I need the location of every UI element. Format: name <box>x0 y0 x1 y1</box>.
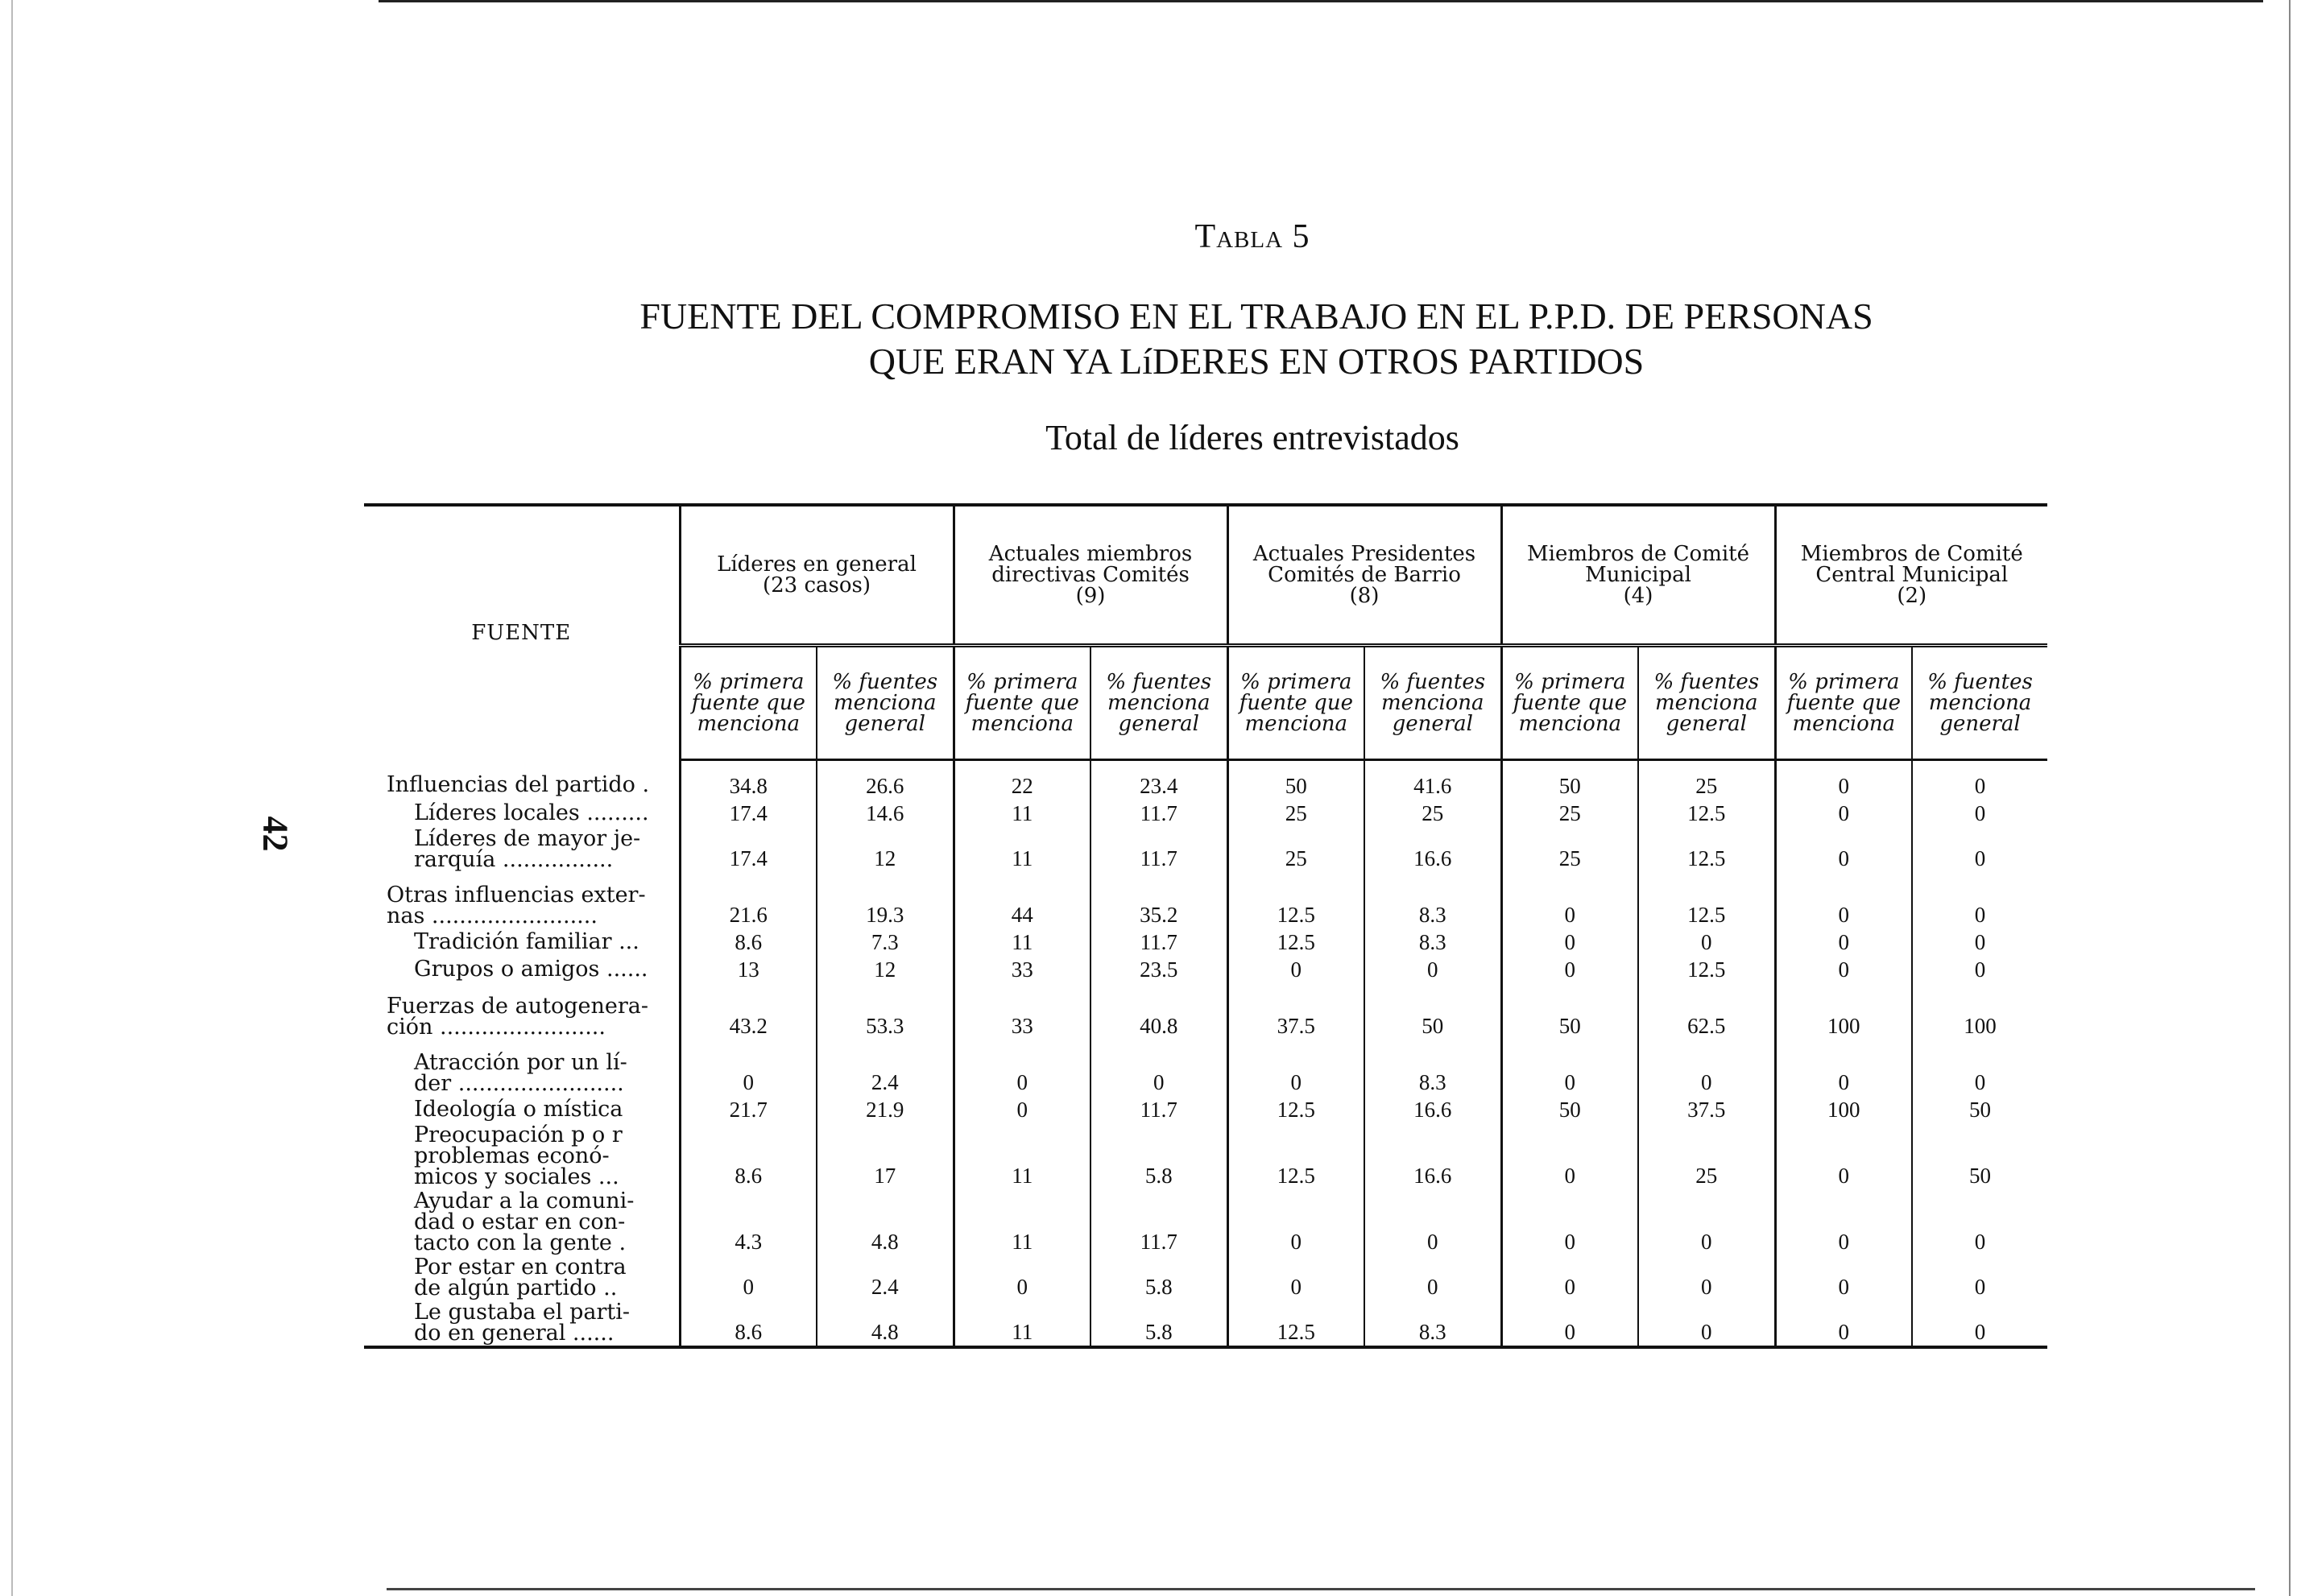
row-label <box>364 928 680 956</box>
subcolumn-header <box>1912 646 2047 760</box>
table-cell: 0 <box>1501 928 1638 956</box>
fuente-header: FUENTE <box>471 621 572 646</box>
table-cell: 0 <box>1501 956 1638 983</box>
row-label-line: de algún partido .. <box>414 1276 618 1300</box>
row-label <box>364 827 680 872</box>
subcolumn-header-line: menciona <box>1380 691 1484 715</box>
subcolumn-header-line: general <box>844 712 925 736</box>
subcolumn-header-line: menciona <box>697 712 801 736</box>
subcolumn-header-line: % fuentes <box>832 670 938 694</box>
subcolumn-header-line: % fuentes <box>1106 670 1212 694</box>
table-cell: 25 <box>1501 827 1638 872</box>
header-row-groups <box>364 505 2047 646</box>
row-label <box>364 1189 680 1255</box>
subcolumn-header <box>817 646 954 760</box>
column-group-header-line: Actuales miembros <box>988 542 1193 566</box>
row-label-line: Influencias del partido . <box>387 772 650 798</box>
table-cell: 0 <box>1912 956 2047 983</box>
table-cell: 0 <box>1912 1255 2047 1300</box>
table-cell: 25 <box>1364 800 1501 827</box>
subcolumn-header-line: general <box>1118 712 1199 736</box>
row-label-line: Le gustaba el parti- <box>414 1300 631 1325</box>
table-cell: 100 <box>1775 983 1912 1040</box>
table-cell: 0 <box>1912 827 2047 872</box>
table-cell: 0 <box>1912 928 2047 956</box>
table-cell: 12.5 <box>1227 1300 1364 1347</box>
subcolumn-header-line: % primera <box>1240 670 1352 694</box>
row-label-line: rarquía ................ <box>414 847 614 872</box>
table-cell: 50 <box>1364 983 1501 1040</box>
subcolumn-header-line: % fuentes <box>1653 670 1760 694</box>
table-cell: 12.5 <box>1227 872 1364 928</box>
table-subtitle: Total de líderes entrevistados <box>1045 418 1459 457</box>
row-label-line: tacto con la gente . <box>414 1230 627 1255</box>
row-label-line: problemas econó- <box>414 1143 610 1168</box>
table-cell: 62.5 <box>1638 983 1775 1040</box>
subcolumn-header-line: fuente que <box>1786 691 1901 715</box>
table-cell: 11 <box>954 928 1090 956</box>
column-group-header-line: directivas Comités <box>991 563 1190 587</box>
subcolumn-header-line: % primera <box>1788 670 1900 694</box>
table-cell: 12.5 <box>1227 1096 1364 1123</box>
table-cell: 8.3 <box>1364 928 1501 956</box>
table-cell: 4.8 <box>817 1189 954 1255</box>
row-label-line: der ........................ <box>414 1071 624 1096</box>
table-title <box>435 294 2078 384</box>
table-cell: 0 <box>680 1040 817 1096</box>
data-table <box>364 503 2047 1349</box>
subcolumn-header-line: fuente que <box>691 691 805 715</box>
table-head <box>364 505 2047 760</box>
column-group-header-line: (4) <box>1623 584 1653 608</box>
table-cell: 0 <box>1775 1255 1912 1300</box>
table-cell: 0 <box>1638 928 1775 956</box>
column-group-header-line: Municipal <box>1585 563 1691 587</box>
column-group-header-line: Actuales Presidentes <box>1252 542 1476 566</box>
column-group-header-line: Líderes en general <box>717 552 917 577</box>
table-cell: 5.8 <box>1090 1255 1227 1300</box>
table-cell: 37.5 <box>1227 983 1364 1040</box>
table-row <box>364 760 2047 800</box>
table-cell: 16.6 <box>1364 827 1501 872</box>
row-label <box>364 1123 680 1189</box>
table-cell: 14.6 <box>817 800 954 827</box>
table-cell: 17 <box>817 1123 954 1189</box>
table-cell: 0 <box>954 1255 1090 1300</box>
table-cell: 11.7 <box>1090 928 1227 956</box>
table-cell: 0 <box>1912 872 2047 928</box>
table-cell: 8.6 <box>680 1300 817 1347</box>
column-group-header <box>680 505 954 646</box>
table-cell: 53.3 <box>817 983 954 1040</box>
table-cell: 0 <box>1912 1040 2047 1096</box>
table-cell: 25 <box>1227 800 1364 827</box>
subcolumn-header-line: general <box>1666 712 1747 736</box>
row-label <box>364 983 680 1040</box>
row-label <box>364 956 680 983</box>
subcolumn-header-line: menciona <box>1107 691 1211 715</box>
column-group-header-line: (8) <box>1349 584 1380 608</box>
table-row <box>364 800 2047 827</box>
subcolumn-header-line: menciona <box>1928 691 2032 715</box>
table-cell: 37.5 <box>1638 1096 1775 1123</box>
table-cell: 50 <box>1501 1096 1638 1123</box>
row-label-line: Otras influencias exter- <box>387 883 646 908</box>
table-cell: 0 <box>1775 1300 1912 1347</box>
table-cell: 0 <box>1501 1300 1638 1347</box>
table-row <box>364 928 2047 956</box>
row-label-line: Por estar en contra <box>414 1255 627 1280</box>
table-cell: 0 <box>1227 1255 1364 1300</box>
table-cell: 100 <box>1775 1096 1912 1123</box>
table-cell: 0 <box>1364 956 1501 983</box>
subcolumn-header <box>1638 646 1775 760</box>
table-cell: 2.4 <box>817 1040 954 1096</box>
table-cell: 8.3 <box>1364 1300 1501 1347</box>
column-group-header-line: Comités de Barrio <box>1268 563 1461 587</box>
table-cell: 0 <box>1638 1040 1775 1096</box>
table-body <box>364 760 2047 1348</box>
row-label <box>364 1255 680 1300</box>
table-cell: 19.3 <box>817 872 954 928</box>
table-cell: 0 <box>1775 956 1912 983</box>
table-row <box>364 1300 2047 1347</box>
row-label <box>364 1096 680 1123</box>
table-cell: 50 <box>1227 760 1364 800</box>
table-cell: 40.8 <box>1090 983 1227 1040</box>
row-label-line: ción ........................ <box>387 1015 606 1040</box>
table-cell: 17.4 <box>680 800 817 827</box>
table-cell: 7.3 <box>817 928 954 956</box>
table-cell: 12.5 <box>1638 956 1775 983</box>
row-label-line: do en general ...... <box>414 1321 615 1346</box>
table-cell: 11 <box>954 800 1090 827</box>
table-cell: 5.8 <box>1090 1300 1227 1347</box>
table-cell: 11.7 <box>1090 1189 1227 1255</box>
table-label <box>0 217 2301 256</box>
table-cell: 12 <box>817 956 954 983</box>
table-cell: 0 <box>1090 1040 1227 1096</box>
table-cell: 16.6 <box>1364 1123 1501 1189</box>
subcolumn-header-line: % fuentes <box>1927 670 2033 694</box>
subcolumn-header <box>680 646 817 760</box>
table-cell: 33 <box>954 956 1090 983</box>
table-cell: 0 <box>1227 1040 1364 1096</box>
table-cell: 8.6 <box>680 1123 817 1189</box>
column-group-header <box>1775 505 2047 646</box>
table-cell: 25 <box>1638 1123 1775 1189</box>
table-cell: 0 <box>1775 760 1912 800</box>
table-cell: 41.6 <box>1364 760 1501 800</box>
table-cell: 34.8 <box>680 760 817 800</box>
table-cell: 0 <box>1775 1123 1912 1189</box>
subcolumn-header-line: fuente que <box>965 691 1079 715</box>
table-cell: 8.3 <box>1364 872 1501 928</box>
table-cell: 43.2 <box>680 983 817 1040</box>
table-title-line-2: QUE ERAN YA LíDERES EN OTROS PARTIDOS <box>868 341 1645 382</box>
table-cell: 11 <box>954 1189 1090 1255</box>
column-group-header <box>1501 505 1775 646</box>
table-row <box>364 956 2047 983</box>
column-group-header-line: Miembros de Comité <box>1800 542 2023 566</box>
row-label-line: Ayudar a la comuni- <box>414 1189 635 1214</box>
table-cell: 0 <box>1227 1189 1364 1255</box>
column-group-header-line: Central Municipal <box>1815 563 2009 587</box>
table-cell: 8.3 <box>1364 1040 1501 1096</box>
subcolumn-header-line: menciona <box>1518 712 1622 736</box>
row-label-line: Fuerzas de autogenera- <box>387 994 648 1019</box>
table-cell: 0 <box>680 1255 817 1300</box>
subcolumn-header-line: % primera <box>693 670 805 694</box>
table-cell: 17.4 <box>680 827 817 872</box>
table-cell: 21.7 <box>680 1096 817 1123</box>
table-cell: 0 <box>1912 1300 2047 1347</box>
row-label-line: micos y sociales ... <box>414 1164 619 1189</box>
table-cell: 100 <box>1912 983 2047 1040</box>
column-group-header-line: Miembros de Comité <box>1527 542 1750 566</box>
table-cell: 11.7 <box>1090 800 1227 827</box>
table-cell: 0 <box>1638 1300 1775 1347</box>
table-cell: 4.3 <box>680 1189 817 1255</box>
table-row <box>364 827 2047 872</box>
column-group-header <box>954 505 1227 646</box>
table-cell: 8.6 <box>680 928 817 956</box>
table-cell: 12.5 <box>1227 928 1364 956</box>
table-cell: 23.5 <box>1090 956 1227 983</box>
subcolumn-header-line: menciona <box>1792 712 1896 736</box>
row-label <box>364 872 680 928</box>
column-group-header <box>1227 505 1501 646</box>
table-cell: 50 <box>1912 1096 2047 1123</box>
table-row <box>364 1040 2047 1096</box>
subcolumn-header <box>1501 646 1638 760</box>
table-cell: 11.7 <box>1090 1096 1227 1123</box>
table-cell: 0 <box>1775 1040 1912 1096</box>
row-label <box>364 1300 680 1347</box>
table-cell: 50 <box>1912 1123 2047 1189</box>
subcolumn-header <box>1364 646 1501 760</box>
table-cell: 25 <box>1227 827 1364 872</box>
table-cell: 35.2 <box>1090 872 1227 928</box>
subcolumn-header-line: % fuentes <box>1380 670 1486 694</box>
subcolumn-header <box>954 646 1090 760</box>
table-cell: 0 <box>1364 1189 1501 1255</box>
table-cell: 22 <box>954 760 1090 800</box>
table-cell: 33 <box>954 983 1090 1040</box>
subcolumn-header-line: % primera <box>966 670 1078 694</box>
table-cell: 12 <box>817 827 954 872</box>
table-cell: 0 <box>1501 1040 1638 1096</box>
subcolumn-header <box>1227 646 1364 760</box>
table-cell: 50 <box>1501 760 1638 800</box>
row-label <box>364 1040 680 1096</box>
table-cell: 0 <box>1364 1255 1501 1300</box>
table-cell: 0 <box>1638 1189 1775 1255</box>
table-row <box>364 1255 2047 1300</box>
row-label-line: Ideología o mística <box>414 1097 623 1122</box>
subcolumn-header-line: menciona <box>1244 712 1348 736</box>
table-row <box>364 1123 2047 1189</box>
table-row <box>364 983 2047 1040</box>
subcolumn-header-line: menciona <box>1655 691 1758 715</box>
table-cell: 4.8 <box>817 1300 954 1347</box>
table-cell: 0 <box>1775 928 1912 956</box>
table-cell: 0 <box>1912 1189 2047 1255</box>
table-row <box>364 1096 2047 1123</box>
table-label-text: Tabla 5 <box>1194 218 1310 255</box>
row-label-line: Atracción por un lí- <box>414 1050 627 1075</box>
table-cell: 0 <box>1227 956 1364 983</box>
table-cell: 0 <box>1501 1255 1638 1300</box>
row-label-line: Líderes de mayor je- <box>414 826 641 851</box>
table-cell: 21.9 <box>817 1096 954 1123</box>
table-cell: 0 <box>954 1040 1090 1096</box>
table-cell: 0 <box>1775 827 1912 872</box>
table-cell: 2.4 <box>817 1255 954 1300</box>
row-label-line: Tradición familiar ... <box>414 929 639 954</box>
row-label-line: Preocupación p o r <box>414 1123 623 1147</box>
subcolumn-header-line: fuente que <box>1513 691 1627 715</box>
table-cell: 11.7 <box>1090 827 1227 872</box>
table-cell: 13 <box>680 956 817 983</box>
table-cell: 0 <box>1638 1255 1775 1300</box>
table-cell: 25 <box>1501 800 1638 827</box>
table-cell: 44 <box>954 872 1090 928</box>
table-row <box>364 1189 2047 1255</box>
table-cell: 0 <box>954 1096 1090 1123</box>
table-cell: 0 <box>1775 800 1912 827</box>
column-group-header-line: (23 casos) <box>762 573 871 597</box>
row-label-line: dad o estar en con- <box>414 1209 626 1234</box>
table-cell: 12.5 <box>1638 872 1775 928</box>
subcolumn-header-line: % primera <box>1514 670 1626 694</box>
table-cell: 11 <box>954 1300 1090 1347</box>
table-cell: 11 <box>954 827 1090 872</box>
row-label-line: Grupos o amigos ...... <box>414 957 648 982</box>
subcolumn-header-line: general <box>1939 712 2021 736</box>
table-cell: 26.6 <box>817 760 954 800</box>
row-label <box>364 760 680 800</box>
bottom-page-rule <box>387 1588 2255 1590</box>
column-group-header-line: (2) <box>1897 584 1927 608</box>
page-number: 42 <box>255 816 296 852</box>
table-cell: 12.5 <box>1638 800 1775 827</box>
table-cell: 0 <box>1501 1123 1638 1189</box>
table-cell: 0 <box>1501 1189 1638 1255</box>
table-cell: 0 <box>1501 872 1638 928</box>
subcolumn-header-line: general <box>1392 712 1473 736</box>
subcolumn-header-line: menciona <box>833 691 937 715</box>
table-cell: 11 <box>954 1123 1090 1189</box>
table-cell: 25 <box>1638 760 1775 800</box>
subcolumn-header <box>1090 646 1227 760</box>
table-cell: 0 <box>1912 800 2047 827</box>
table-cell: 50 <box>1501 983 1638 1040</box>
subcolumn-header-line: menciona <box>970 712 1074 736</box>
table-cell: 0 <box>1912 760 2047 800</box>
table-cell: 12.5 <box>1638 827 1775 872</box>
table-cell: 0 <box>1775 1189 1912 1255</box>
table-cell: 0 <box>1775 872 1912 928</box>
subcolumn-header <box>1775 646 1912 760</box>
column-group-header-line: (9) <box>1075 584 1106 608</box>
top-page-rule <box>379 0 2263 2</box>
table-cell: 5.8 <box>1090 1123 1227 1189</box>
table-cell: 23.4 <box>1090 760 1227 800</box>
subcolumn-header-line: fuente que <box>1239 691 1353 715</box>
row-label <box>364 800 680 827</box>
row-label-line: Líderes locales ......... <box>414 800 649 825</box>
table-row <box>364 872 2047 928</box>
row-label-line: nas ........................ <box>387 903 598 928</box>
table-cell: 16.6 <box>1364 1096 1501 1123</box>
table-cell: 21.6 <box>680 872 817 928</box>
table-title-line-1: FUENTE DEL COMPROMISO EN EL TRABAJO EN EL P.P.D. DE PERSONAS <box>639 296 1873 337</box>
table-cell: 12.5 <box>1227 1123 1364 1189</box>
